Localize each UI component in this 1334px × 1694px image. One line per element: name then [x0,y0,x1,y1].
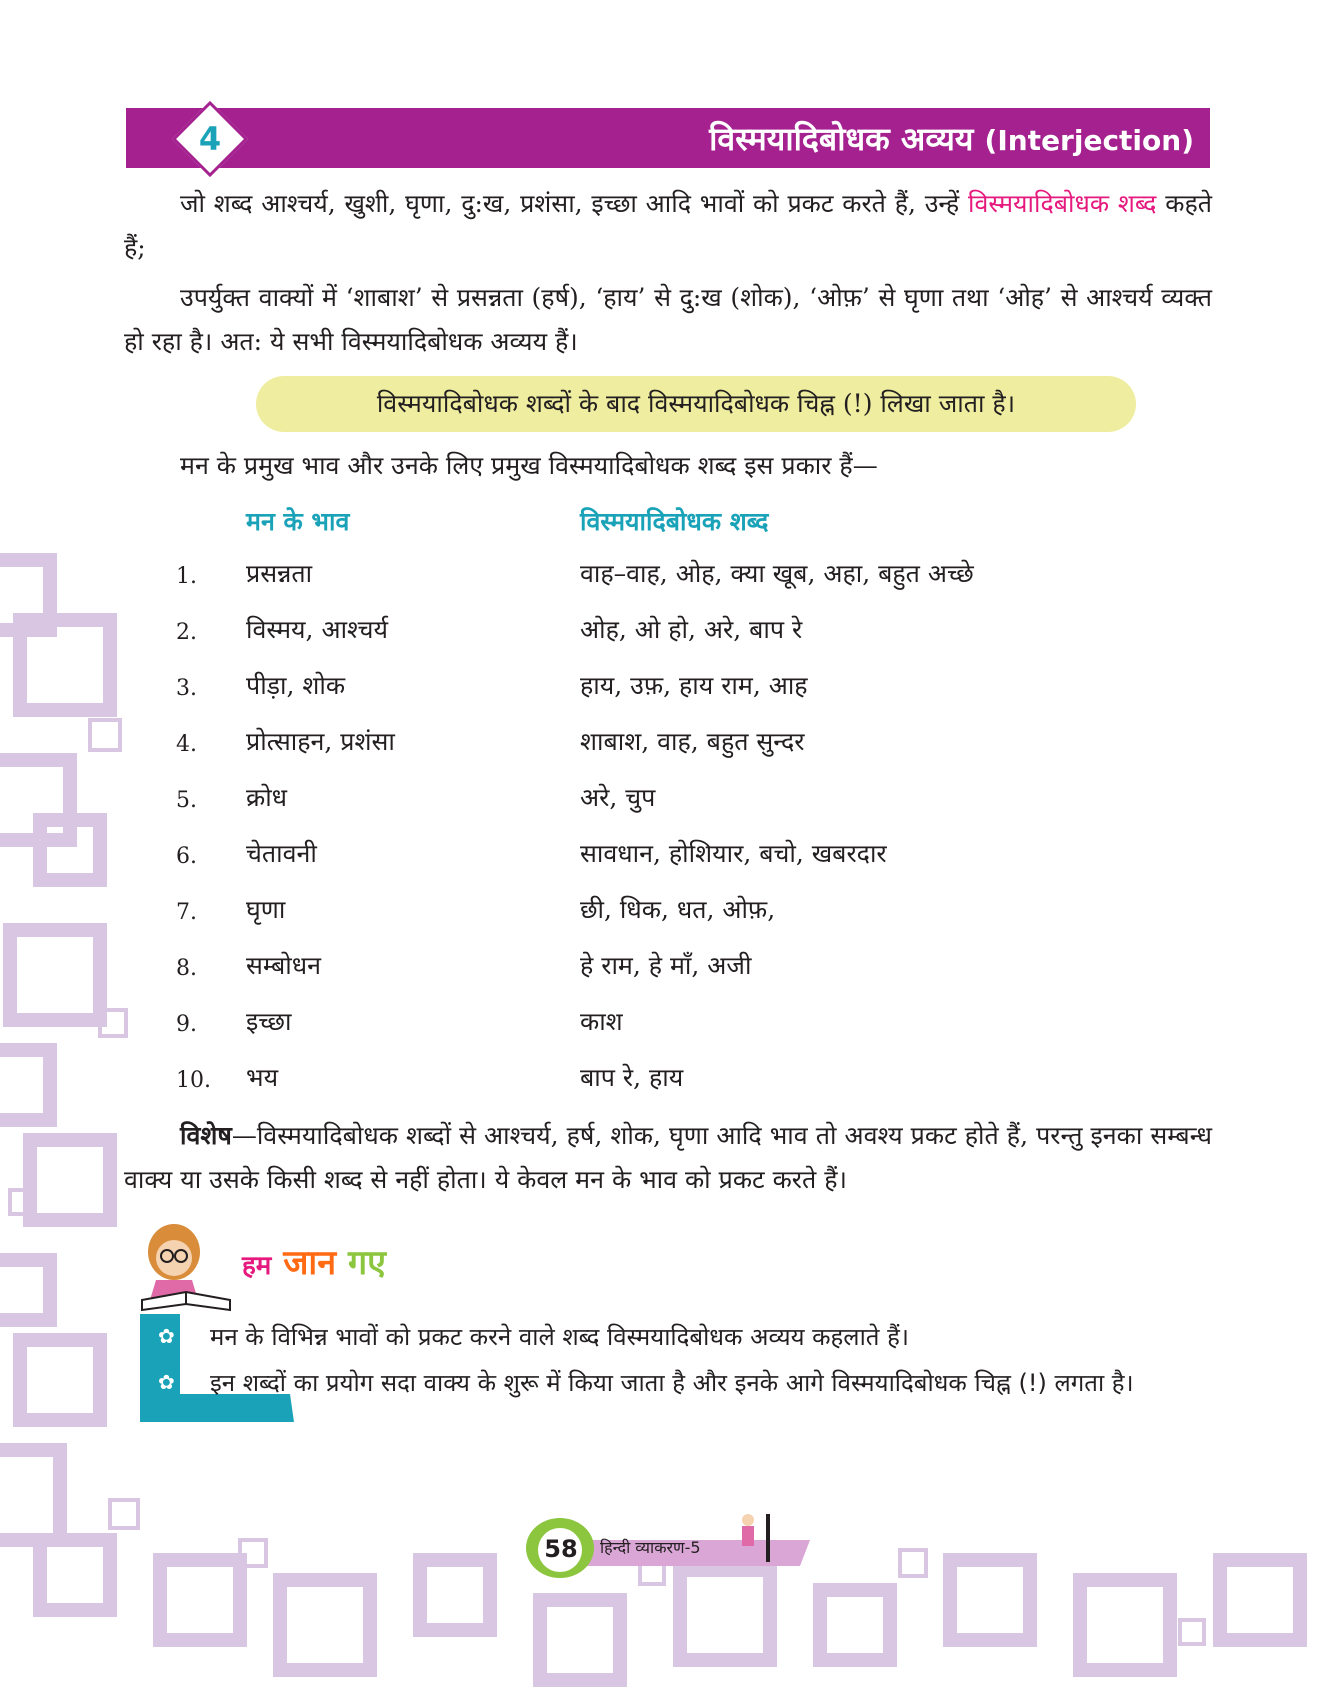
girl-reading-illustration [126,1218,246,1318]
flower-bullet-icon: ✿ [158,1370,175,1394]
table-row [0,1004,1334,1060]
table-row [0,836,1334,892]
row-bhav: सम्बोधन [246,951,322,980]
table-row [0,1060,1334,1116]
row-shabd: काश [580,1007,623,1036]
learned-section-title [242,1238,386,1284]
row-bhav: विस्मय, आश्चर्य [246,615,388,644]
row-number: 4. [176,732,197,757]
row-bhav: पीड़ा, शोक [246,671,346,700]
row-number: 2. [176,620,197,645]
row-bhav: प्रसन्नता [246,559,313,588]
chapter-title [709,114,1194,164]
table-row [0,668,1334,724]
row-shabd: सावधान, होशियार, बचो, खबरदार [580,839,887,868]
row-bhav: क्रोध [246,783,288,812]
row-bhav: भय [246,1063,279,1092]
book-title: हिन्दी व्याकरण-5 [600,1538,701,1557]
learned-item-text: मन के विभिन्न भावों को प्रकट करने वाले शब्द विस्मयादिबोधक अव्यय कहलाते हैं। [210,1323,909,1351]
chapter-title-english: (Interjection) [984,124,1194,157]
row-number: 6. [176,844,197,869]
row-shabd: शाबाश, वाह, बहुत सुन्दर [580,727,805,756]
row-shabd: अरे, चुप [580,783,656,812]
definition-term: विस्मयादिबोधक शब्द [967,189,1157,218]
table-row [0,780,1334,836]
row-shabd: वाह–वाह, ओह, क्या खूब, अहा, बहुत अच्छे [580,559,974,588]
row-bhav: घृणा [246,895,286,924]
learned-list [150,1320,1230,1412]
row-shabd: हे राम, हे माँ, अजी [580,951,752,980]
row-number: 8. [176,956,197,981]
flower-bullet-icon: ✿ [158,1324,175,1348]
table-row [0,892,1334,948]
chapter-title-hindi: विस्मयादिबोधक अव्यय [709,120,974,158]
definition-paragraph [124,182,1212,270]
interjection-table [0,556,1334,1116]
row-number: 5. [176,788,197,813]
row-number: 1. [176,564,197,589]
learned-item [150,1366,1230,1412]
table-row [0,556,1334,612]
row-number: 10. [176,1068,211,1093]
special-note [124,1114,1212,1202]
explanation-paragraph: उपर्युक्त वाक्यों में ‘शाबाश’ से प्रसन्नता (हर्ष), ‘हाय’ से दु:ख (शोक), ‘ओफ़’ से घृणा तथा ‘ओह’ से आश्चर्य व्यक्त हो रहा है। अत: ये सभी विस्मयादिबोधक अव्यय हैं। [124,283,1212,356]
row-bhav: इच्छा [246,1007,292,1036]
chapter-number: 4 [198,120,222,158]
special-note-text: —विस्मयादिबोधक शब्दों से आश्चर्य, हर्ष, शोक, घृणा आदि भाव तो अवश्य प्रकट होते हैं, परन्तु इनका सम्बन्ध वाक्य या उसके किसी शब्द से नहीं होता। ये केवल मन के भाव को प्रकट करते हैं। [124,1121,1212,1194]
learned-title-part3: गए [347,1243,386,1283]
page-number: 58 [544,1535,578,1563]
column-header-bhav: मन के भाव [246,507,350,536]
special-note-label: विशेष [180,1121,232,1150]
learned-title-part2: जान [283,1243,337,1283]
row-shabd: बाप रे, हाय [580,1063,684,1092]
definition-line2: कहते हैं; [124,189,1212,262]
row-number: 9. [176,1012,197,1037]
column-header-shabd: विस्मयादिबोधक शब्द [580,507,769,536]
table-row [0,948,1334,1004]
definition-line1: जो शब्द आश्चर्य, खुशी, घृणा, दु:ख, प्रशंसा, इच्छा आदि भावों को प्रकट करते हैं, उन्हें [180,189,960,218]
table-row [0,724,1334,780]
row-shabd: हाय, उफ़, हाय राम, आह [580,671,808,700]
row-shabd: छी, धिक, धत, ओफ़, [580,895,776,924]
learned-item-text: इन शब्दों का प्रयोग सदा वाक्य के शुरू में किया जाता है और इनके आगे विस्मयादिबोधक चिह्न (!) लगता है। [210,1369,1134,1397]
row-number: 3. [176,676,197,701]
learned-item [150,1320,1230,1366]
learned-title-part1: हम [242,1251,272,1281]
row-bhav: चेतावनी [246,839,317,868]
table-intro-text: मन के प्रमुख भाव और उनके लिए प्रमुख विस्मयादिबोधक शब्द इस प्रकार हैं— [180,451,878,480]
row-number: 7. [176,900,197,925]
rule-highlight-box: विस्मयादिबोधक शब्दों के बाद विस्मयादिबोधक चिह्न (!) लिखा जाता है। [256,376,1136,432]
table-row [0,612,1334,668]
row-bhav: प्रोत्साहन, प्रशंसा [246,727,395,756]
row-shabd: ओह, ओ हो, अरे, बाप रे [580,615,803,644]
